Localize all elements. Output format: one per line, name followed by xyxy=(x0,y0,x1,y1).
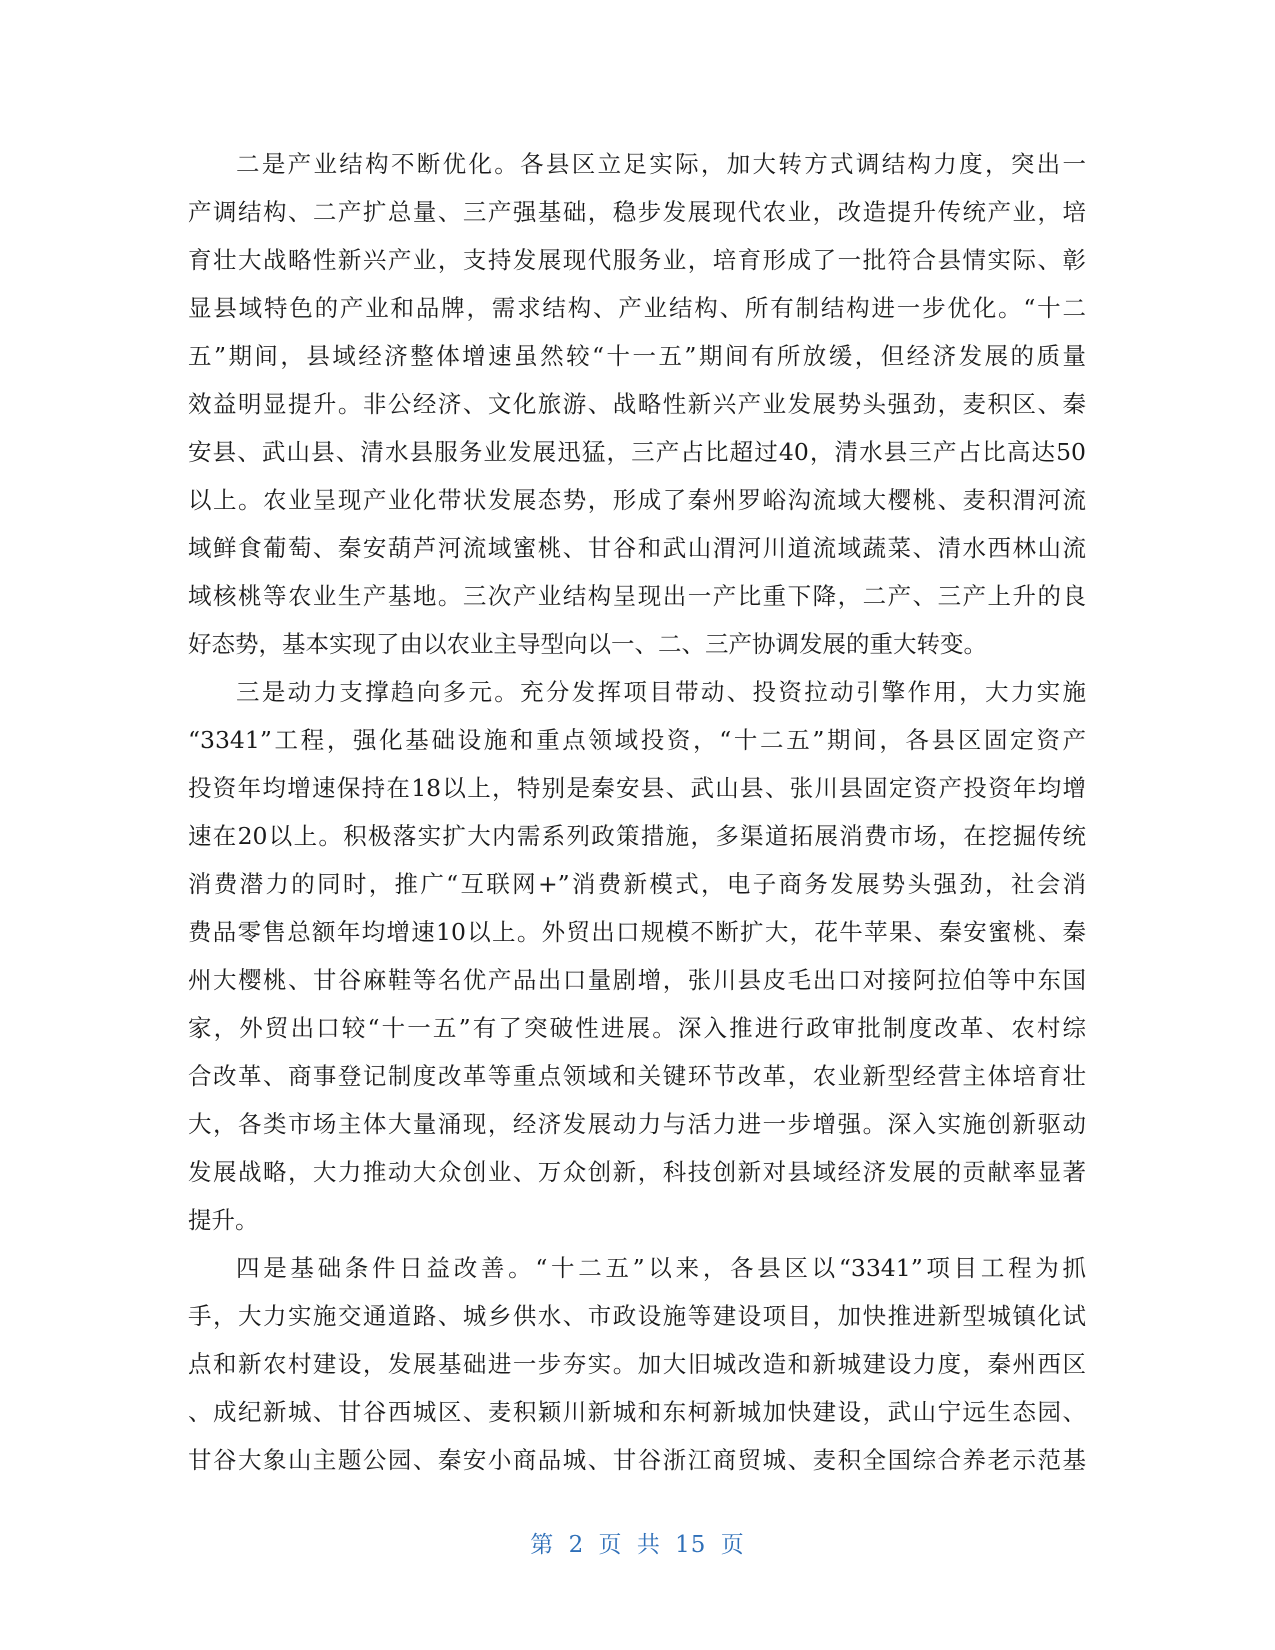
text-line: 大，各类市场主体大量涌现，经济发展动力与活力进一步增强。深入实施创新驱动 xyxy=(188,1110,1086,1138)
text-line: 提升。 xyxy=(188,1206,259,1234)
paragraph-infrastructure xyxy=(188,1244,1086,1484)
text-line: 五”期间，县域经济整体增速虽然较“十一五”期间有所放缓，但经济发展的质量 xyxy=(188,342,1086,370)
text-line: 域核桃等农业生产基地。三次产业结构呈现出一产比重下降，二产、三产上升的良 xyxy=(188,582,1086,610)
text-line: 育壮大战略性新兴产业，支持发展现代服务业，培育形成了一批符合县情实际、彰 xyxy=(188,246,1086,274)
text-line: 显县域特色的产业和品牌，需求结构、产业结构、所有制结构进一步优化。“十二 xyxy=(188,294,1086,322)
text-line: 发展战略，大力推动大众创业、万众创新，科技创新对县域经济发展的贡献率显著 xyxy=(188,1158,1086,1186)
page-number-footer: 第 2 页 共 15 页 xyxy=(530,1532,745,1558)
text-line: 州大樱桃、甘谷麻鞋等名优产品出口量剧增，张川县皮毛出口对接阿拉伯等中东国 xyxy=(188,966,1086,994)
text-line: 费品零售总额年均增速10以上。外贸出口规模不断扩大，花牛苹果、秦安蜜桃、秦 xyxy=(188,918,1086,946)
paragraph-driving-force xyxy=(188,668,1086,1244)
text-line: 速在20以上。积极落实扩大内需系列政策措施，多渠道拓展消费市场，在挖掘传统 xyxy=(188,822,1086,850)
text-line: “3341”工程，强化基础设施和重点领域投资，“十二五”期间，各县区固定资产 xyxy=(188,726,1086,754)
text-line: 手，大力实施交通道路、城乡供水、市政设施等建设项目，加快推进新型城镇化试 xyxy=(188,1302,1086,1330)
text-line: 安县、武山县、清水县服务业发展迅猛，三产占比超过40，清水县三产占比高达50 xyxy=(188,438,1086,466)
text-line: 甘谷大象山主题公园、秦安小商品城、甘谷浙江商贸城、麦积全国综合养老示范基 xyxy=(188,1446,1086,1474)
text-line: 三是动力支撑趋向多元。充分发挥项目带动、投资拉动引擎作用，大力实施 xyxy=(236,678,1086,706)
text-line: 产调结构、二产扩总量、三产强基础，稳步发展现代农业，改造提升传统产业，培 xyxy=(188,198,1086,226)
paragraph-industry-structure xyxy=(188,140,1086,668)
text-line: 以上。农业呈现产业化带状发展态势，形成了秦州罗峪沟流域大樱桃、麦积渭河流 xyxy=(188,486,1086,514)
text-line: 好态势，基本实现了由以农业主导型向以一、二、三产协调发展的重大转变。 xyxy=(188,630,987,658)
text-line: 四是基础条件日益改善。“十二五”以来，各县区以“3341”项目工程为抓 xyxy=(236,1254,1086,1282)
text-line: 家，外贸出口较“十一五”有了突破性进展。深入推进行政审批制度改革、农村综 xyxy=(188,1014,1086,1042)
text-line: 投资年均增速保持在18以上，特别是秦安县、武山县、张川县固定资产投资年均增 xyxy=(188,774,1086,802)
text-line: 二是产业结构不断优化。各县区立足实际，加大转方式调结构力度，突出一 xyxy=(236,150,1086,178)
text-line: 合改革、商事登记制度改革等重点领域和关键环节改革，农业新型经营主体培育壮 xyxy=(188,1062,1086,1090)
text-line: 效益明显提升。非公经济、文化旅游、战略性新兴产业发展势头强劲，麦积区、秦 xyxy=(188,390,1086,418)
text-line: 、成纪新城、甘谷西城区、麦积颖川新城和东柯新城加快建设，武山宁远生态园、 xyxy=(188,1398,1086,1426)
text-line: 消费潜力的同时，推广“互联网+”消费新模式，电子商务发展势头强劲，社会消 xyxy=(188,870,1086,898)
document-body xyxy=(188,140,1086,1484)
text-line: 域鲜食葡萄、秦安葫芦河流域蜜桃、甘谷和武山渭河川道流域蔬菜、清水西林山流 xyxy=(188,534,1086,562)
text-line: 点和新农村建设，发展基础进一步夯实。加大旧城改造和新城建设力度，秦州西区 xyxy=(188,1350,1086,1378)
